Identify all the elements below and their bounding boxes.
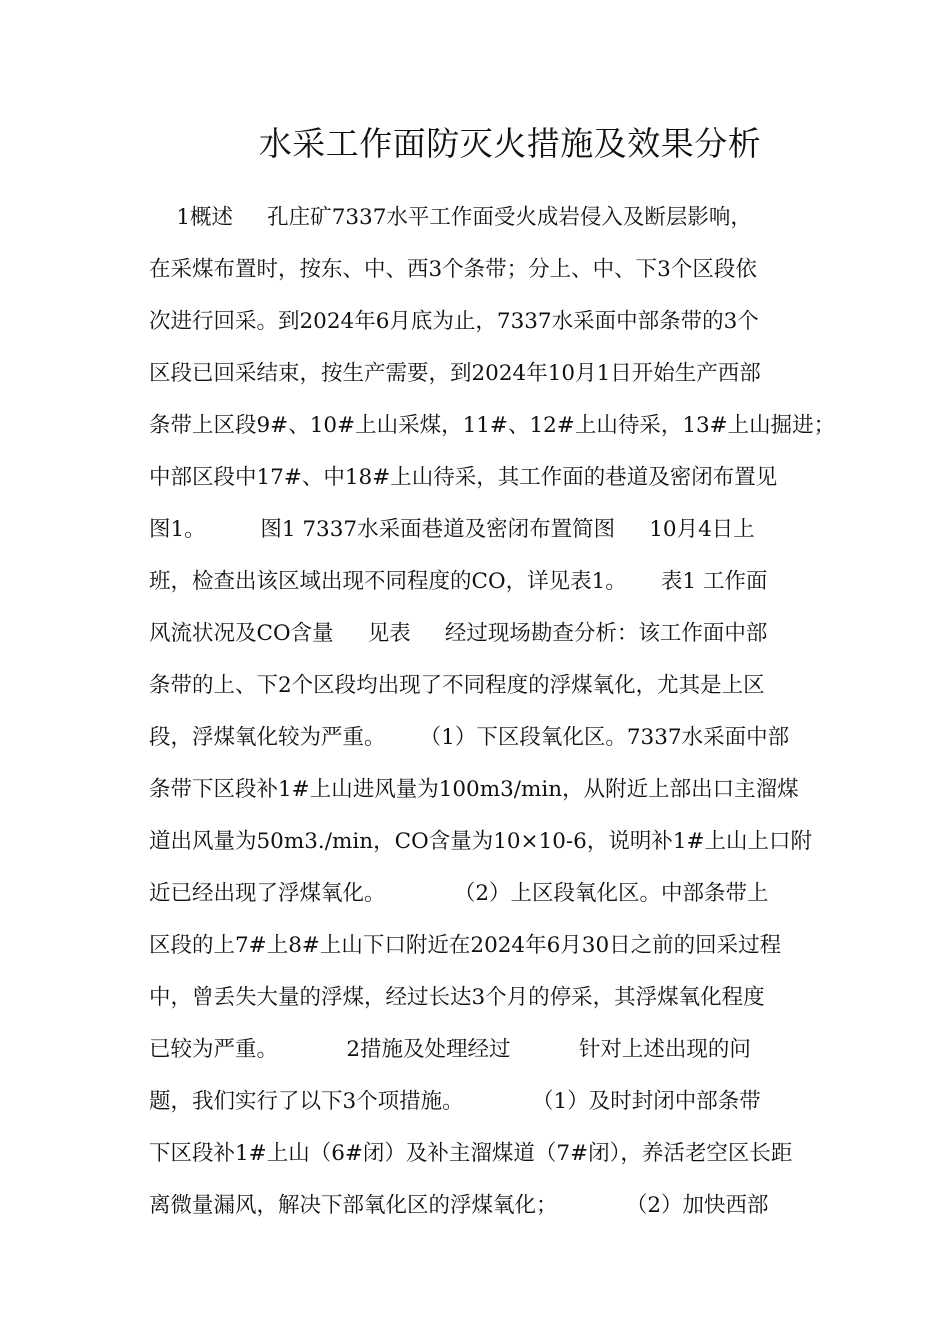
body-line: 条带的上、下2个区段均出现了不同程度的浮煤氧化，尤其是上区	[149, 673, 765, 698]
body-line: 题，我们实行了以下3个项措施。 （1）及时封闭中部条带	[149, 1089, 761, 1114]
body-line: 1概述 孔庄矿7337水平工作面受火成岩侵入及断层影响，	[149, 205, 752, 230]
body-line: 下区段补1#上山（6#闭）及补主溜煤道（7#闭），养活老空区长距	[149, 1141, 793, 1166]
body-line: 离微量漏风，解决下部氧化区的浮煤氧化； （2）加快西部	[149, 1193, 769, 1218]
body-line: 中，曾丢失大量的浮煤，经过长达3个月的停采，其浮煤氧化程度	[149, 985, 765, 1010]
body-line: 班，检查出该区域出现不同程度的CO，详见表1。 表1 工作面	[149, 569, 768, 594]
body-line: 次进行回采。到2024年6月底为止，7337水采面中部条带的3个	[149, 309, 759, 334]
document-title: 水采工作面防灭火措施及效果分析	[258, 124, 762, 163]
document-body	[149, 192, 836, 1232]
body-line: 条带上区段9#、10#上山采煤，11#、12#上山待采，13#上山掘进；	[149, 413, 836, 438]
body-line: 区段的上7#上8#上山下口附近在2024年6月30日之前的回采过程	[149, 933, 782, 958]
body-line: 段，浮煤氧化较为严重。 （1）下区段氧化区。7337水采面中部	[149, 725, 790, 750]
body-line: 图1。 图1 7337水采面巷道及密闭布置简图 10月4日上	[149, 517, 755, 542]
body-line: 在采煤布置时，按东、中、西3个条带；分上、中、下3个区段依	[149, 257, 757, 282]
body-line: 道出风量为50m3./min，CO含量为10×10-6，说明补1#上山上口附	[149, 829, 813, 854]
body-line: 已较为严重。 2措施及处理经过 针对上述出现的问	[149, 1037, 751, 1062]
body-line: 条带下区段补1#上山进风量为100m3/min，从附近上部出口主溜煤	[149, 777, 799, 802]
body-line: 中部区段中17#、中18#上山待采，其工作面的巷道及密闭布置见	[149, 465, 778, 490]
body-line: 近已经出现了浮煤氧化。 （2）上区段氧化区。中部条带上	[149, 881, 769, 906]
body-line: 风流状况及CO含量 见表 经过现场勘查分析：该工作面中部	[149, 621, 768, 646]
body-line: 区段已回采结束，按生产需要，到2024年10月1日开始生产西部	[149, 361, 761, 386]
